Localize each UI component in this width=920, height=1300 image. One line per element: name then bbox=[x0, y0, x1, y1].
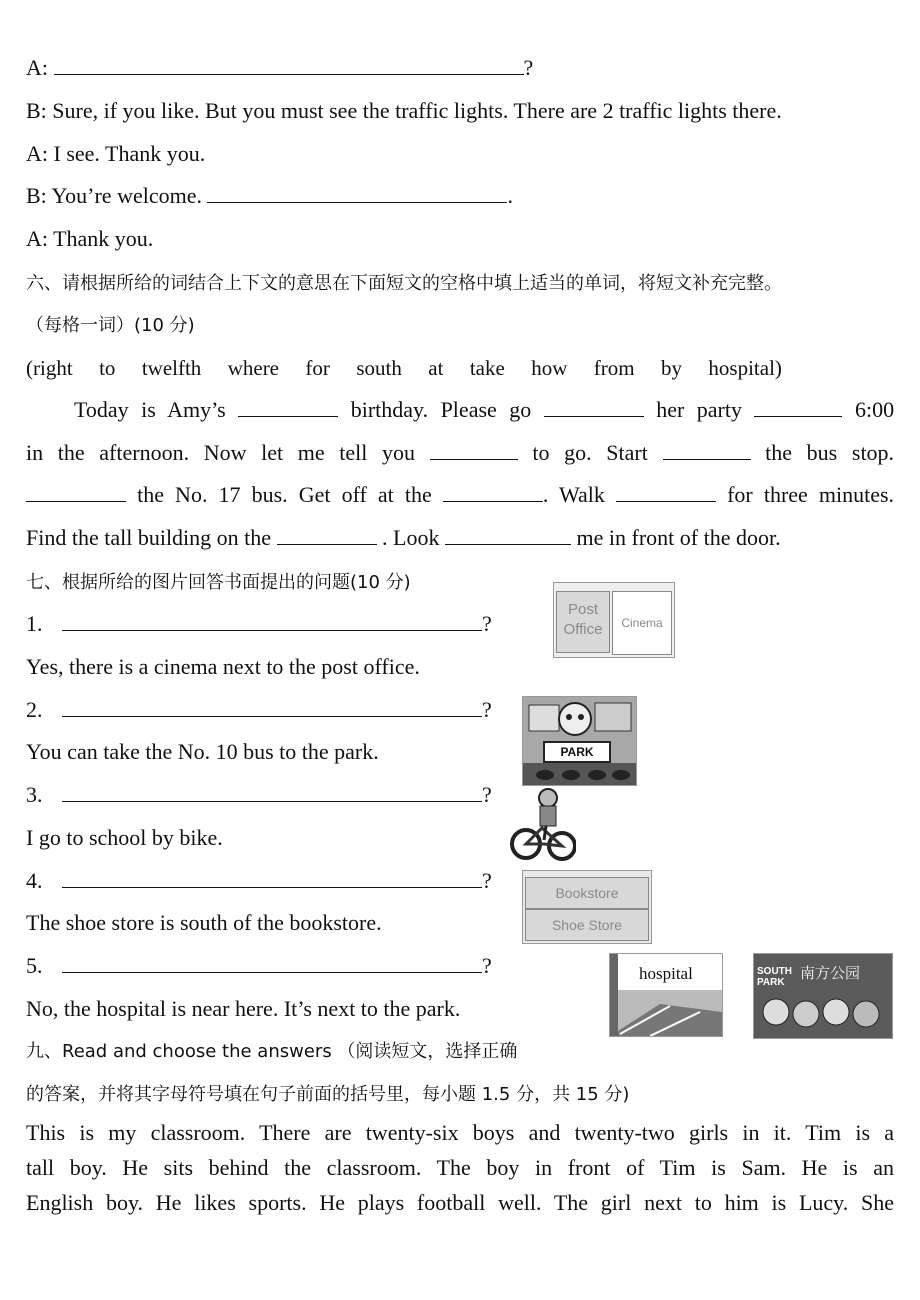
bookstore-label: Bookstore bbox=[525, 877, 649, 909]
section7-title: 七、根据所给的图片回答书面提出的问题(10 分) bbox=[26, 572, 411, 593]
passage-blank[interactable] bbox=[238, 396, 338, 417]
cn-park-sign: 南方公园 bbox=[800, 964, 861, 982]
word-bank-item: where bbox=[227, 356, 280, 380]
section9-subtitle: 的答案，并将其字母符号填在句子前面的括号里，每小题 1.5 分，共 15 分) bbox=[26, 1084, 630, 1105]
answer-4: The shoe store is south of the bookstore. bbox=[26, 910, 382, 935]
word-bank-item: south bbox=[356, 356, 402, 380]
word-bank-item: at bbox=[428, 356, 444, 380]
passage-blank[interactable] bbox=[430, 439, 518, 460]
answer-2: You can take the No. 10 bus to the park. bbox=[26, 739, 379, 764]
passage-blank[interactable] bbox=[616, 481, 716, 502]
word-bank-item: hospital) bbox=[708, 356, 782, 380]
reading-line-2: tall boy. He sits behind the classroom. The boy in front of Tim is Sam. He is an bbox=[26, 1155, 894, 1180]
bookstore-shoestore-picture bbox=[522, 870, 652, 944]
dialogue-line-b2: B: You’re welcome. . bbox=[26, 183, 513, 208]
passage-blank[interactable] bbox=[277, 524, 377, 545]
answer-blank[interactable] bbox=[54, 54, 524, 75]
shoe-store-label: Shoe Store bbox=[525, 909, 649, 941]
south-park-picture bbox=[753, 953, 893, 1039]
answer-1: Yes, there is a cinema next to the post office. bbox=[26, 654, 420, 679]
passage-line-1: Today is Amy’s birthday. Please go her party 6:00 bbox=[74, 397, 895, 422]
passage-blank[interactable] bbox=[663, 439, 751, 460]
word-bank-item: twelfth bbox=[141, 356, 202, 380]
question-blank[interactable] bbox=[62, 696, 482, 717]
passage-line-4: Find the tall building on the . Look me in front of the door. bbox=[26, 525, 781, 550]
passage-blank[interactable] bbox=[445, 524, 571, 545]
question-blank[interactable] bbox=[62, 952, 482, 973]
answer-blank[interactable] bbox=[207, 182, 507, 203]
reading-line-1: This is my classroom. There are twenty-six boys and twenty-two girls in it. Tim is a bbox=[26, 1120, 894, 1145]
question-3: 3. ? bbox=[26, 782, 492, 807]
hospital-label: hospital bbox=[639, 964, 693, 983]
section6-subtitle: （每格一词）(10 分) bbox=[26, 315, 195, 336]
passage-blank[interactable] bbox=[443, 481, 543, 502]
question-blank[interactable] bbox=[62, 610, 482, 631]
answer-3: I go to school by bike. bbox=[26, 825, 223, 850]
dialogue-line-a2: A: I see. Thank you. bbox=[26, 141, 206, 166]
question-4: 4. ? bbox=[26, 868, 492, 893]
word-bank bbox=[26, 354, 782, 382]
word-bank-item: from bbox=[593, 356, 635, 380]
word-bank-item: to bbox=[99, 356, 116, 380]
question-blank[interactable] bbox=[62, 781, 482, 802]
dialogue-line-a3: A: Thank you. bbox=[26, 226, 154, 251]
question-blank[interactable] bbox=[62, 867, 482, 888]
park-bus-picture bbox=[522, 696, 637, 786]
word-bank-item: (right bbox=[26, 356, 73, 380]
word-bank-item: by bbox=[661, 356, 683, 380]
question-5: 5. ? bbox=[26, 953, 492, 978]
post-office-cinema-picture bbox=[553, 582, 675, 658]
park-sign: PARK bbox=[543, 741, 611, 763]
passage-blank[interactable] bbox=[544, 396, 644, 417]
passage-line-2: in the afternoon. Now let me tell you to go. Start the bus stop. bbox=[26, 440, 895, 465]
cinema-label: Cinema bbox=[612, 591, 672, 655]
word-bank-item: how bbox=[531, 356, 568, 380]
dialogue-line-b1: B: Sure, if you like. But you must see the traffic lights. There are 2 traffic lights there. bbox=[26, 98, 782, 123]
question-1: 1. ? bbox=[26, 611, 492, 636]
reading-line-3: English boy. He likes sports. He plays football well. The girl next to him is Lucy. She bbox=[26, 1190, 894, 1215]
question-2: 2. ? bbox=[26, 697, 492, 722]
word-bank-item: take bbox=[469, 356, 505, 380]
word-bank-item: for bbox=[305, 356, 330, 380]
passage-blank[interactable] bbox=[754, 396, 842, 417]
section6-title: 六、请根据所给的词结合上下文的意思在下面短文的空格中填上适当的单词，将短文补充完整。 bbox=[26, 273, 782, 294]
answer-5: No, the hospital is near here. It’s next to the park. bbox=[26, 996, 461, 1021]
section9-title: 九、Read and choose the answers （阅读短文，选择正确 bbox=[26, 1041, 518, 1062]
boy-on-bike-picture bbox=[510, 786, 576, 864]
post-office-label: Post Office bbox=[556, 591, 610, 653]
south-park-logo: SOUTH PARK bbox=[757, 966, 792, 988]
passage-blank[interactable] bbox=[26, 481, 126, 502]
dialogue-line-a1: A: ? bbox=[26, 55, 534, 80]
hospital-picture bbox=[609, 953, 723, 1037]
passage-line-3: the No. 17 bus. Get off at the . Walk for three minutes. bbox=[26, 481, 894, 509]
